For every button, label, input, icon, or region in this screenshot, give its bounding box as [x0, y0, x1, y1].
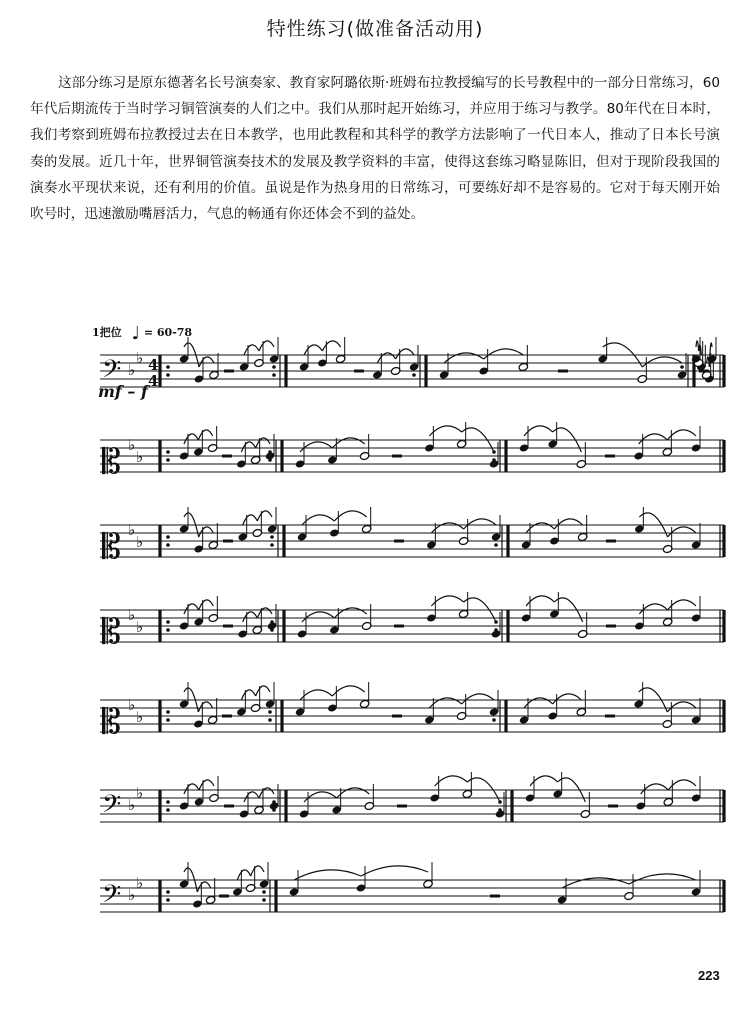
slur	[322, 341, 340, 351]
page-title: 特性练习(做准备活动用)	[266, 18, 484, 40]
slur	[184, 434, 198, 444]
slur	[642, 357, 682, 367]
repeat-dot	[166, 718, 170, 722]
time-signature-bottom: 4	[148, 372, 159, 390]
flat-icon: ♭	[136, 874, 144, 892]
flat-icon: ♭	[128, 796, 136, 814]
repeat-dot	[412, 373, 416, 377]
time-signature-top: 4	[148, 356, 159, 374]
slur	[361, 866, 428, 876]
slur	[334, 608, 366, 618]
repeat-dot	[272, 365, 276, 369]
slur	[431, 523, 463, 533]
repeat-dot	[166, 365, 170, 369]
slur	[300, 442, 332, 452]
dynamic-marking: mf – f	[98, 382, 148, 401]
repeat-dot	[166, 628, 170, 632]
slur	[184, 784, 199, 794]
slur	[184, 604, 199, 614]
slur	[562, 878, 629, 888]
flat-icon: ♭	[136, 784, 144, 802]
flat-icon: ♭	[136, 708, 144, 726]
repeat-dot	[166, 710, 170, 714]
slur	[294, 870, 361, 880]
repeat-dot	[166, 450, 170, 454]
tenor-clef-icon: 𝄡	[102, 527, 121, 567]
repeat-dot	[166, 808, 170, 812]
tenor-clef-icon: 𝄡	[102, 612, 121, 652]
repeat-dot	[270, 543, 274, 547]
repeat-dot	[166, 535, 170, 539]
repeat-dot	[262, 898, 266, 902]
slur	[199, 600, 214, 610]
tempo-text: = 60-78	[143, 326, 193, 339]
slur	[251, 866, 264, 876]
slur	[241, 690, 255, 700]
slur	[464, 519, 496, 529]
bass-clef-icon: 𝄢	[102, 880, 122, 915]
slur	[256, 438, 270, 448]
slur	[302, 612, 334, 622]
flat-icon: ♭	[136, 533, 144, 551]
repeat-dot	[262, 890, 266, 894]
slur	[396, 349, 414, 359]
flat-icon: ♭	[136, 349, 144, 367]
slur	[629, 874, 696, 884]
repeat-dot	[268, 718, 272, 722]
slur	[243, 515, 258, 525]
slur	[244, 792, 259, 802]
repeat-dot	[166, 800, 170, 804]
slur	[444, 353, 484, 363]
bass-clef-icon: 𝄢	[102, 355, 122, 390]
slur	[332, 438, 364, 448]
slur	[198, 702, 212, 712]
repeat-dot	[166, 620, 170, 624]
repeat-dot	[166, 458, 170, 462]
slur	[304, 792, 337, 802]
slur	[241, 442, 255, 452]
repeat-dot	[492, 718, 496, 722]
flat-icon: ♭	[128, 886, 136, 904]
repeat-dot	[166, 890, 170, 894]
flat-icon: ♭	[128, 436, 136, 454]
quarter-note-icon: ♩	[131, 323, 140, 344]
repeat-dot	[494, 543, 498, 547]
slur	[243, 612, 258, 622]
slur	[462, 694, 494, 704]
flat-icon: ♭	[128, 361, 136, 379]
position-label: 1把位	[92, 326, 122, 339]
repeat-dot	[272, 373, 276, 377]
intro-paragraph: 这部分练习是原东德著名长号演奏家、教育家阿璐依斯·班姆布拉教授编写的长号教程中的一部分日常练习，60年代后期流传于当时学习铜管演奏的人们之中。我们从那时起开始练习，并应用于练习与教学。80年代在日本时，我们考察到班姆布拉教授过去在日本教学，也用此教程和其科学的教学方法影响了一代日本人，推动了日本长号演奏的发展。近几十年，世界铜管演奏技术的发展及教学资料的丰富，使得这套练习略显陈旧，但对于现阶段我国的演奏水平现状来说，还有利用的价值。虽说是作为热身用的日常练习，可要练好却不是容易的。它对于每天刚开始吹号时，迅速激励嘴唇活力，气息的畅通有你还体会不到的益处。	[30, 75, 720, 223]
repeat-dot	[166, 898, 170, 902]
slur	[199, 527, 214, 537]
tenor-clef-icon: 𝄡	[102, 702, 121, 742]
slur	[257, 511, 272, 521]
flat-icon: ♭	[136, 618, 144, 636]
slur	[259, 341, 274, 351]
slur	[484, 349, 524, 359]
slur	[431, 596, 463, 606]
slur	[337, 788, 370, 798]
repeat-dot	[166, 373, 170, 377]
slur	[198, 430, 212, 440]
slur	[304, 345, 322, 355]
slur	[435, 776, 468, 786]
slur	[334, 511, 366, 521]
tenor-clef-icon: 𝄡	[102, 442, 121, 482]
flat-icon: ♭	[128, 521, 136, 539]
repeat-dot	[166, 543, 170, 547]
repeat-dot	[680, 365, 684, 369]
slur	[257, 608, 272, 618]
slur	[237, 870, 250, 880]
slur	[332, 686, 364, 696]
repeat-dot	[268, 710, 272, 714]
slur	[259, 788, 274, 798]
slur	[707, 357, 710, 367]
bass-clef-icon: 𝄢	[102, 790, 122, 825]
slur	[429, 426, 461, 436]
slur	[199, 780, 214, 790]
slur	[244, 345, 259, 355]
slur	[256, 686, 270, 696]
flat-icon: ♭	[136, 448, 144, 466]
slur	[429, 698, 461, 708]
slur	[300, 690, 332, 700]
flat-icon: ♭	[128, 696, 136, 714]
page-number: 223	[698, 968, 720, 983]
slur	[302, 515, 334, 525]
repeat-dot	[270, 535, 274, 539]
slur	[696, 341, 699, 351]
slur	[199, 357, 214, 367]
slur	[377, 353, 395, 363]
flat-icon: ♭	[128, 606, 136, 624]
slur	[197, 882, 210, 892]
